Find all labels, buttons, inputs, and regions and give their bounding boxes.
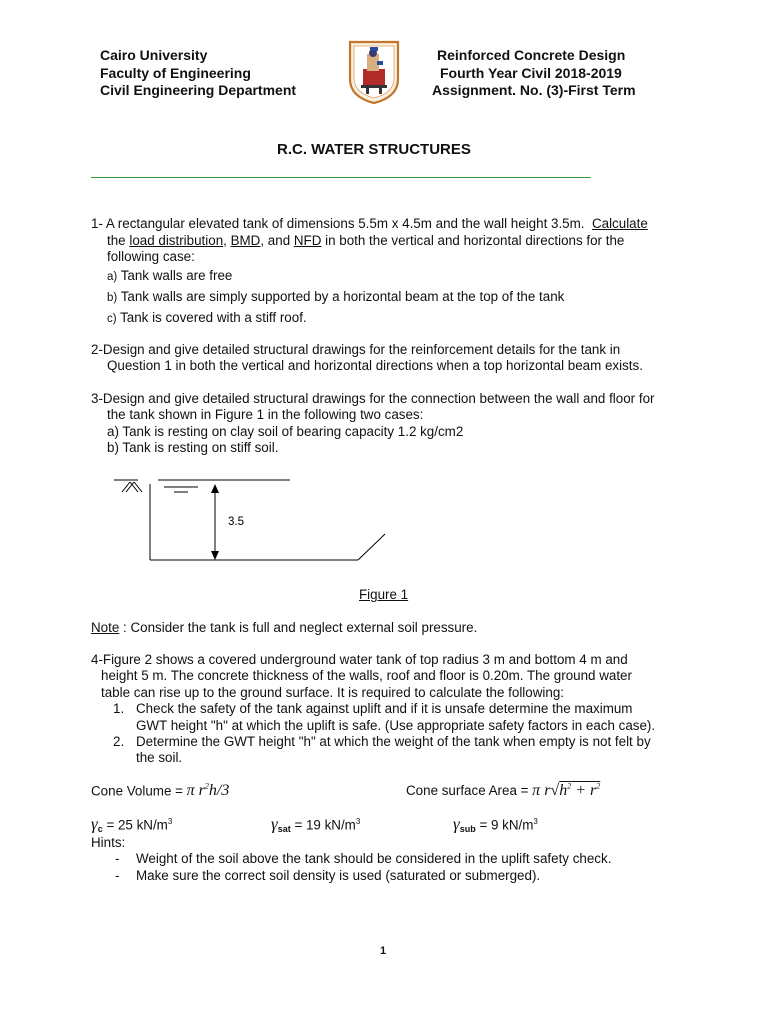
hint-1: Weight of the soil above the tank should be considered in the uplift safety check. [136,851,612,866]
q1-nfd: NFD [293,233,322,248]
cone-volume-expression: π $r^2h/3$ [186,782,230,800]
q1-comma: , [223,233,231,248]
cone-volume-formula [91,779,229,799]
q1-item-marker: c) [107,313,117,325]
gamma-symbol: γ [91,814,98,834]
q1-item-marker: b) [107,292,118,304]
q1-load-distribution: load distribution [129,233,224,248]
figure-1-dim-label: 3.5 [228,516,244,528]
gamma-c-value: = 25 kN/m [102,817,168,833]
university-logo [347,39,401,105]
q1-line1 [91,216,648,232]
q1-item-text: Tank walls are free [120,268,233,283]
q1-line2-pre: the [107,233,130,248]
q4-line1: 4-Figure 2 shows a covered underground water tank of top radius 3 m and bottom 4 m and [91,652,628,667]
q1-item-marker: a) [107,271,118,283]
q2-line1: 2-Design and give detailed structural drawings for the reinforcement details for the tank in [91,342,621,357]
header-assignment: Assignment. No. (3)-First Term [432,82,636,98]
cone-area-formula [406,773,601,800]
unit-exponent: 3 [355,817,361,826]
q1-item-a [107,268,232,285]
q4-line3: table can rise up to the ground surface. It is required to calculate the following: [101,685,564,700]
title-divider [91,177,591,178]
figure-1-caption: Figure 1 [359,587,409,602]
header-department: Civil Engineering Department [100,82,297,98]
note-line [91,620,477,636]
hint-bullet: - [115,868,120,883]
cone-volume-label: Cone Volume = [91,783,187,799]
header-year: Fourth Year Civil 2018-2019 [440,64,622,81]
q1-item-text: Tank is covered with a stiff roof. [120,310,307,325]
q4-item-2-line1: Determine the GWT height "h" at which the weight of the tank when empty is not felt by [136,734,651,749]
header-right [432,47,636,100]
q1-line3: following case: [107,249,195,264]
page-title: R.C. WATER STRUCTURES [277,141,471,158]
figure-1-drawing [110,474,400,572]
q4-item-2-num: 2. [113,734,125,749]
q3-line2: the tank shown in Figure 1 in the following two cases: [107,407,424,422]
gamma-c-sub: c [97,824,103,835]
header-university: Cairo University [100,47,208,63]
header-faculty: Faculty of Engineering [100,64,251,81]
unit-exponent: 3 [167,817,173,826]
hints-label: Hints: [91,835,126,850]
q1-line2-post: in both the vertical and horizontal directions for the [321,233,625,248]
gamma-sub-sub: sub [459,824,476,835]
q4-item-1-line1: Check the safety of the tank against uplift and if it is unsafe determine the maximum [136,701,633,716]
header-course: Reinforced Concrete Design [437,47,626,63]
note-label: Note [91,620,120,635]
gamma-sub-value: = 9 kN/m [475,817,534,833]
gamma-sat-sub: sat [277,824,291,835]
header-left [100,47,296,100]
unit-exponent: 3 [533,817,538,826]
q4-item-1-num: 1. [113,701,125,716]
hint-2: Make sure the correct soil density is used (saturated or submerged). [136,868,541,883]
q1-text: 1- A rectangular elevated tank of dimensions 5.5m x 4.5m and the wall height 3.5m. [91,216,585,231]
q3-line1: 3-Design and give detailed structural drawings for the connection between the wall and floor for [91,391,655,406]
q1-line2 [107,233,624,249]
gamma-c [91,814,172,834]
q1-item-text: Tank walls are simply supported by a horizontal beam at the top of the tank [120,289,565,304]
q3-item-b: b) Tank is resting on stiff soil. [107,440,279,455]
q1-and: , and [260,233,294,248]
gamma-sat [271,814,360,834]
page-number: 1 [380,945,387,957]
q4-item-2-line2: the soil. [136,750,183,765]
q4-item-1-line2: GWT height "h" at which the uplift is safe. (Use appropriate safety factors in each case). [136,718,656,733]
gamma-sub [453,814,538,834]
cone-area-expression: π $r√h^2 + r^2$ [532,782,601,800]
q1-item-b [107,289,564,306]
hint-bullet: - [115,851,120,866]
q3-item-a: a) Tank is resting on clay soil of bearing capacity 1.2 kg/cm2 [107,424,464,439]
note-text: : Consider the tank is full and neglect external soil pressure. [119,620,478,635]
gamma-sat-value: = 19 kN/m [290,817,356,833]
gamma-symbol: γ [453,814,460,834]
q1-bmd: BMD [230,233,261,248]
q1-calculate: Calculate [591,216,648,231]
q4-line2: height 5 m. The concrete thickness of the walls, roof and floor is 0.20m. The ground water [101,668,632,683]
cone-area-label: Cone surface Area = [406,783,533,799]
q1-item-c [107,310,307,327]
gamma-symbol: γ [271,814,278,834]
q2-line2: Question 1 in both the vertical and horizontal directions when a top horizontal beam exists. [107,358,643,373]
